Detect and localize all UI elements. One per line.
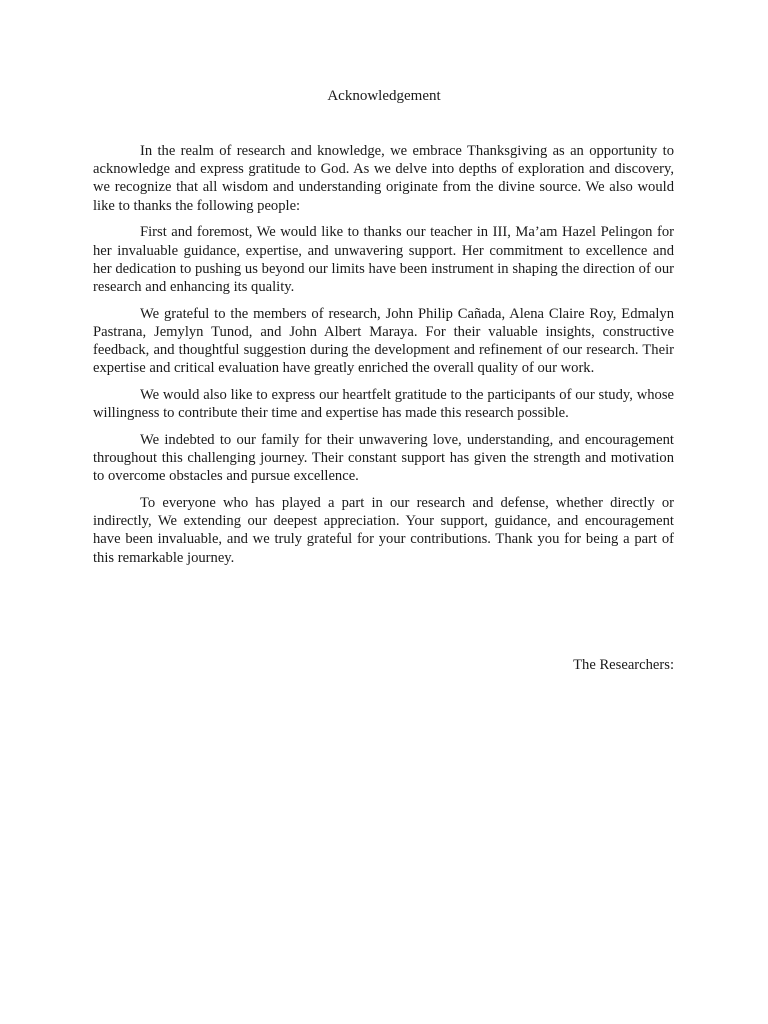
document-body: [93, 142, 674, 575]
paragraph-participants: We would also like to express our heartfelt gratitude to the participants of our study, whose willingness to contribute their time and expertise has made this research possible.: [93, 386, 674, 422]
paragraph-thanksgiving: In the realm of research and knowledge, we embrace Thanksgiving as an opportunity to acknowledge and express gratitude to God. As we delve into depths of exploration and discovery, we recognize that all wisdom and understanding originate from the divine source. We also would like to thanks the following people:: [93, 143, 674, 214]
paragraph-family: We indebted to our family for their unwavering love, understanding, and encouragement throughout this challenging journey. Their constant support has given the strength and motivation to overcome obstacles and pursue excellence.: [93, 431, 674, 485]
signature-line: The Researchers:: [573, 657, 674, 673]
document-title: Acknowledgement: [327, 88, 441, 104]
paragraph-teacher: First and foremost, We would like to thanks our teacher in III, Ma’am Hazel Pelingon for her invaluable guidance, expertise, and unwavering support. Her commitment to excellence and her dedication to pushing us beyond our limits have been instrument in shaping the direction of our research and enhancing its quality.: [93, 224, 674, 295]
paragraph-members: We grateful to the members of research, John Philip Cañada, Alena Claire Roy, Edmalyn Pastrana, Jemylyn Tunod, and John Albert Maraya. For their valuable insights, constructive feedback, and thoughtful suggestion during the development and refinement of our research. Their expertise and critical evaluation have greatly enriched the overall quality of our work.: [93, 305, 674, 377]
paragraph-everyone: To everyone who has played a part in our research and defense, whether directly or indirectly, We extending our deepest appreciation. Your support, guidance, and encouragement have been invaluable, and we truly grateful for your contributions. Thank you for being a part of this remarkable journey.: [93, 494, 674, 566]
